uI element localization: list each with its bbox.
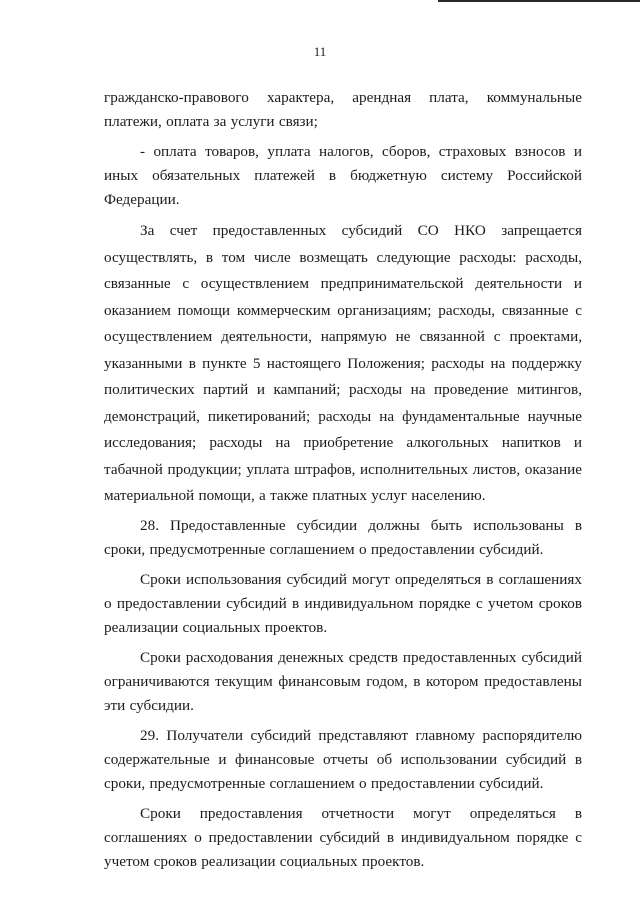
document-body	[104, 86, 582, 878]
paragraph-item-28: 28. Предоставленные субсидии должны быть использованы в сроки, предусмотренные соглашением о предоставлении субсидий.	[104, 516, 582, 558]
scan-edge-line	[438, 0, 640, 2]
paragraph-payment-list: - оплата товаров, уплата налогов, сборов, страховых взносов и иных обязательных платежей в бюджетную систему Российской Федерации.	[104, 143, 582, 208]
paragraph-usage-terms: Сроки использования субсидий могут определяться в соглашениях о предоставлении субсидий в индивидуальном порядке с учетом сроков реализации социальных проектов.	[104, 570, 582, 636]
paragraph-prohibited-expenses: За счет предоставленных субсидий СО НКО запрещается осуществлять, в том числе возмещать следующие расходы: расходы, связанные с осуществлением предпринимательской деятельности и оказанием помощи коммерческим организациям; расходы, связанные с осуществлением деятельности, напрямую не связанной с проектами, указанными в пункте 5 настоящего Положения; расходы на поддержку политических партий и кампаний; расходы на проведение митингов, демонстраций, пикетирований; расходы на фундаментальные научные исследования; расходы на приобретение алкогольных напитков и табачной продукции; уплата штрафов, исполнительных листов, оказание материальной помощи, а также платных услуг населению.	[104, 222, 582, 504]
paragraph-continuation: гражданско-правового характера, арендная плата, коммунальные платежи, оплата за услуги связи;	[104, 89, 582, 130]
paragraph-spending-terms: Сроки расходования денежных средств предоставленных субсидий ограничиваются текущим финансовым годом, в котором предоставлены эти субсидии.	[104, 648, 582, 714]
paragraph-reporting-terms: Сроки предоставления отчетности могут определяться в соглашениях о предоставлении субсидий в индивидуальном порядке с учетом сроков реализации социальных проектов.	[104, 804, 582, 870]
paragraph-item-29: 29. Получатели субсидий представляют главному распорядителю содержательные и финансовые отчеты об использовании субсидий в сроки, предусмотренные соглашением о предоставлении субсидий.	[104, 726, 582, 792]
page-number: 11	[313, 44, 327, 59]
